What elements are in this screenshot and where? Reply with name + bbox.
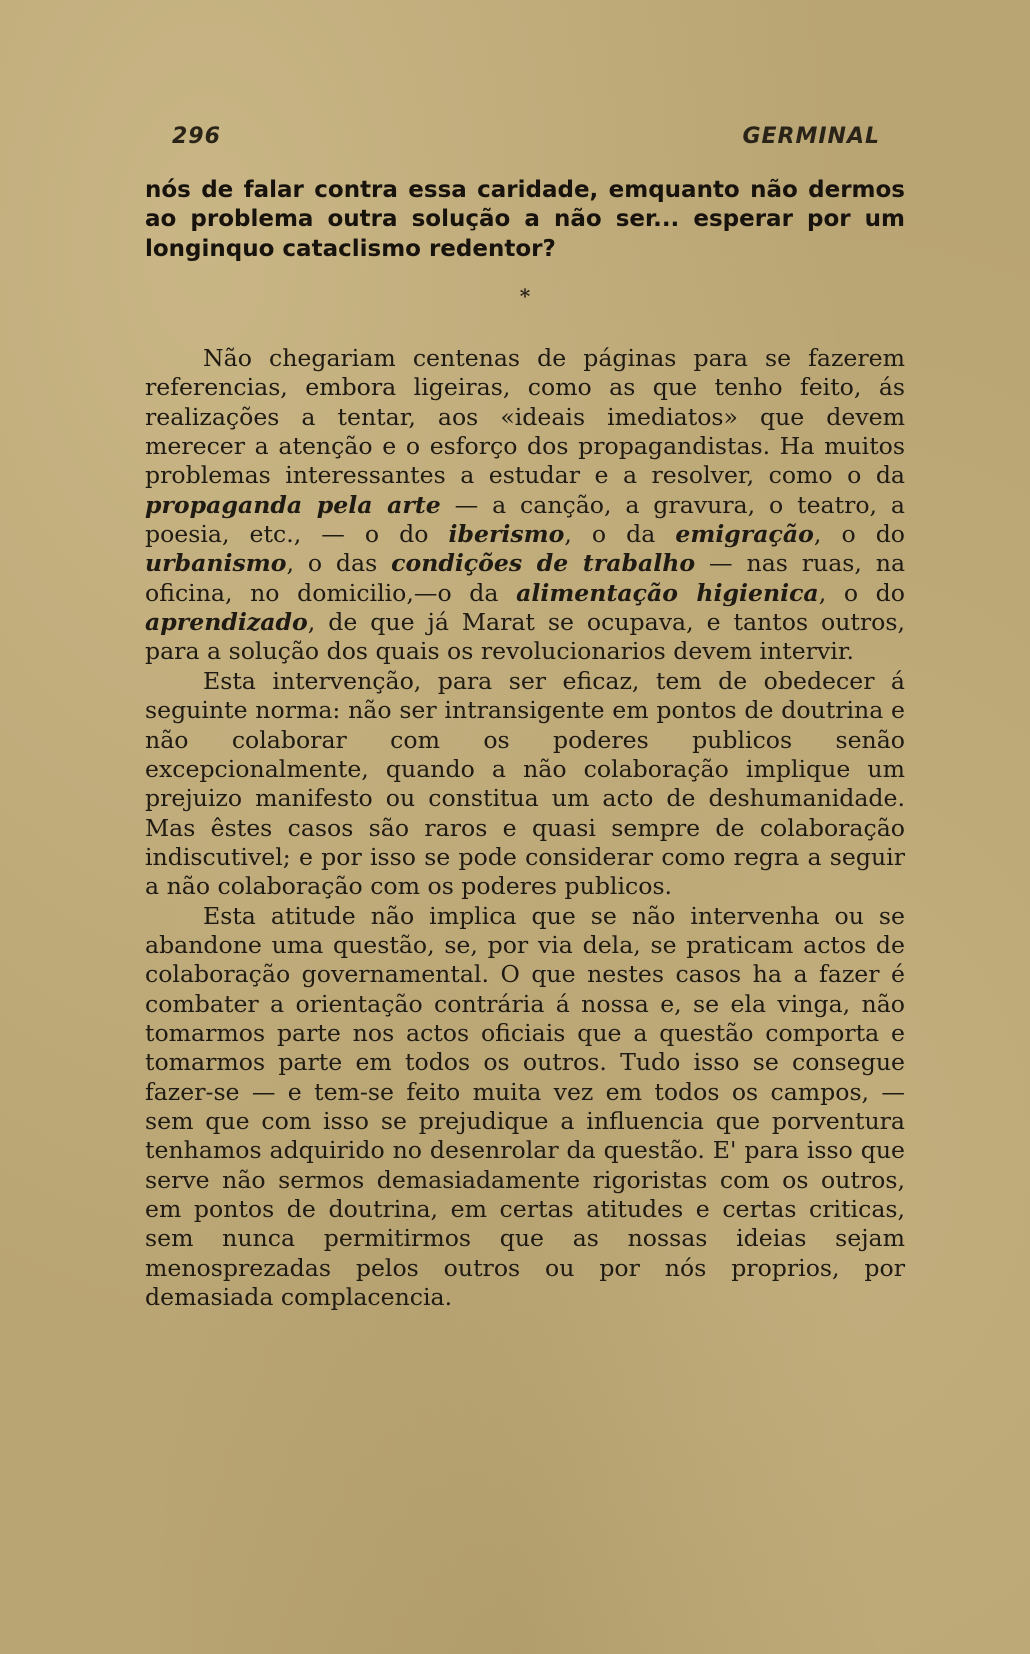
paragraph-text: — a canção, a gravura, o teatro, a poesia, etc., — o do: [145, 490, 905, 549]
paragraph-text: , de que já Marat se ocupava, e tantos outros, para a solução dos quais os revolucionarios devem intervir.: [145, 608, 905, 666]
paragraph-continuation: nós de falar contra essa caridade, emquanto não dermos ao problema outra solução a não ser... esperar por um longinquo cataclismo redentor?: [145, 177, 905, 262]
book-title: GERMINAL: [742, 124, 880, 149]
emphasis-urbanismo: urbanismo: [145, 549, 287, 578]
paragraph-attitude: Esta atitude não implica que se não intervenha ou se abandone uma questão, se, por via dela, se praticam actos de colaboração governamental. O que nestes casos ha a fazer é combater a orientação contrária á nossa e, se ela vinga, não tomarmos parte nos actos oficiais que a questão comporta e tomarmos parte em todos os outros. Tudo isso se consegue fazer-se — e tem-se feito muita vez em todos os campos, — sem que com isso se prejudique a influencia que porventura tenhamos adquirido no desenrolar da questão. E' para isso que serve não sermos demasiadamente rigoristas com os outros, em pontos de doutrina, em certas atitudes e certas criticas, sem nunca permitirmos que as nossas ideias sejam menosprezadas pelos outros ou por nós proprios, por demasiada complacencia.: [145, 901, 905, 1312]
paragraph-text: Não chegariam centenas de páginas para se fazerem referencias, embora ligeiras, como as que tenho feito, ás realizações a tentar, aos «ideais imediatos» que devem merecer a atenção e o esforço dos propagandistas. Ha muitos problemas interessantes a estudar e a resolver, como o da: [145, 344, 905, 490]
paragraph-text: , o das: [286, 549, 392, 578]
paragraph-intervention: Esta intervenção, para ser eficaz, tem de obedecer á seguinte norma: não ser intransigente em pontos de doutrina e não colaborar com os poderes publicos senão excepcionalmente, quando a não colaboração implique um prejuizo manifesto ou constitua um acto de deshumanidade. Mas êstes casos são raros e quasi sempre de colaboração indiscutivel; e por isso se pode considerar como regra a seguir a não colaboração com os poderes publicos.: [145, 666, 905, 901]
paragraph-text: , o do: [818, 578, 905, 607]
body-text: [145, 176, 905, 1312]
running-head: [172, 124, 880, 158]
paragraph-text: , o do: [813, 520, 906, 549]
section-separator: *: [519, 284, 531, 309]
emphasis-alimentacao: alimentação higienica: [516, 578, 819, 607]
page-number: 296: [172, 124, 221, 149]
emphasis-iberismo: iberismo: [448, 520, 565, 549]
paragraph-text: , o da: [564, 520, 676, 549]
emphasis-aprendizado: aprendizado: [145, 608, 308, 637]
emphasis-propaganda: propaganda pela arte: [145, 490, 441, 519]
paragraph-ideals: [145, 344, 905, 667]
paragraph-text: — nas ruas, na oficina, no domicilio,—o da: [145, 549, 906, 607]
emphasis-emigracao: emigração: [675, 520, 814, 549]
emphasis-condicoes: condições de trabalho: [391, 549, 696, 578]
